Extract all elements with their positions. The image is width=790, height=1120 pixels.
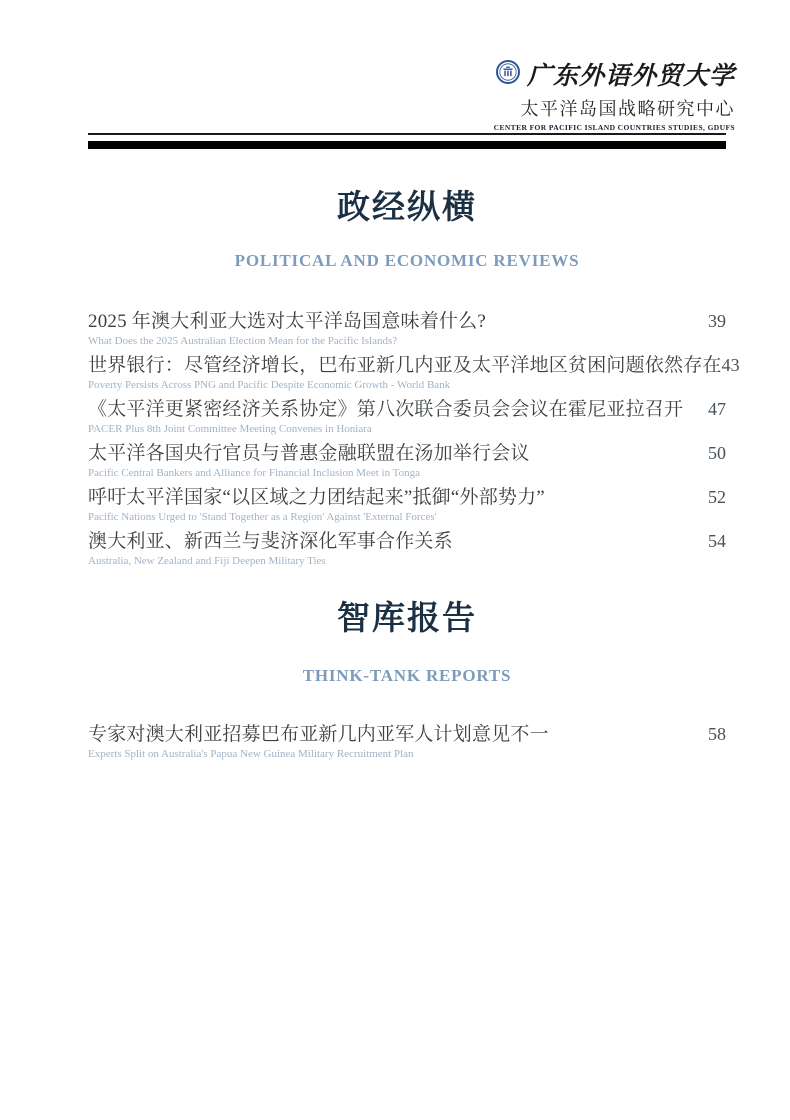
toc-entry <box>88 394 726 438</box>
toc-entry-title-en: Australia, New Zealand and Fiji Deepen Military Ties <box>88 555 326 567</box>
toc-entry-page: 43 <box>721 355 740 375</box>
logo-row <box>494 56 735 92</box>
toc-entry-page: 50 <box>708 443 726 463</box>
toc-entry <box>88 719 726 763</box>
toc-entry-row <box>88 482 726 509</box>
divider-rule-thick <box>88 141 726 149</box>
toc-entry-title-zh: 世界银行：尽管经济增长，巴布亚新几内亚及太平洋地区贫困问题依然存在 <box>88 355 722 376</box>
toc-entry-title-zh: 《太平洋更紧密经济关系协定》第八次联合委员会会议在霍尼亚拉召开 <box>88 399 684 420</box>
toc-entry-row <box>88 394 726 421</box>
toc-entry-page: 58 <box>708 724 726 744</box>
toc-entry <box>88 438 726 482</box>
section-subtitle-political-economic: POLITICAL AND ECONOMIC REVIEWS <box>234 251 580 270</box>
center-name-en: CENTER FOR PACIFIC ISLAND COUNTRIES STUDIES, GDUFS <box>493 123 735 132</box>
toc-entry-page: 54 <box>708 531 726 551</box>
divider-rule-thin <box>88 133 726 135</box>
toc-entry-row <box>88 438 726 465</box>
toc-entry <box>88 350 740 394</box>
toc-entry <box>88 306 726 350</box>
toc-entry-page: 47 <box>708 399 726 419</box>
toc-entry <box>88 482 726 526</box>
toc-entry-title-zh: 2025 年澳大利亚大选对太平洋岛国意味着什么? <box>88 311 486 332</box>
section-subtitle-think-tank: THINK-TANK REPORTS <box>302 666 512 685</box>
toc-entry-row <box>88 306 726 333</box>
toc-entry-row <box>88 719 726 746</box>
toc-entry-row <box>88 526 726 553</box>
toc-entry-title-en: Pacific Nations Urged to 'Stand Together as a Region' Against 'External Forces' <box>88 511 437 523</box>
toc-entry-title-zh: 专家对澳大利亚招募巴布亚新几内亚军人计划意见不一 <box>88 724 549 745</box>
center-name-zh: 太平洋岛国战略研究中心 <box>520 99 735 119</box>
toc-entry-title-en: Poverty Persists Across PNG and Pacific Despite Economic Growth - World Bank <box>88 379 451 391</box>
university-seal-icon <box>496 60 520 89</box>
toc-list-think-tank <box>88 719 726 763</box>
toc-entry-title-en: PACER Plus 8th Joint Committee Meeting Convenes in Honiara <box>88 423 372 435</box>
toc-entry-page: 52 <box>708 487 726 507</box>
toc-list-political-economic <box>88 306 740 570</box>
toc-entry-title-en: What Does the 2025 Australian Election Mean for the Pacific Islands? <box>88 335 398 347</box>
section-title-political-economic: 政经纵横 <box>337 190 477 226</box>
toc-entry-page: 39 <box>708 311 726 331</box>
toc-entry-title-en: Pacific Central Bankers and Alliance for Financial Inclusion Meet in Tonga <box>88 467 420 479</box>
institution-header <box>494 56 735 132</box>
university-name: 广东外语外贸大学 <box>526 63 735 90</box>
toc-entry <box>88 526 726 570</box>
toc-entry-title-zh: 澳大利亚、新西兰与斐济深化军事合作关系 <box>88 531 453 552</box>
toc-entry-title-en: Experts Split on Australia's Papua New Guinea Military Recruitment Plan <box>88 748 414 760</box>
section-title-think-tank: 智库报告 <box>337 601 477 637</box>
toc-entry-title-zh: 太平洋各国央行官员与普惠金融联盟在汤加举行会议 <box>88 443 530 464</box>
toc-entry-title-zh: 呼吁太平洋国家“以区域之力团结起来”抵御“外部势力” <box>88 487 545 508</box>
toc-entry-row <box>88 350 740 377</box>
